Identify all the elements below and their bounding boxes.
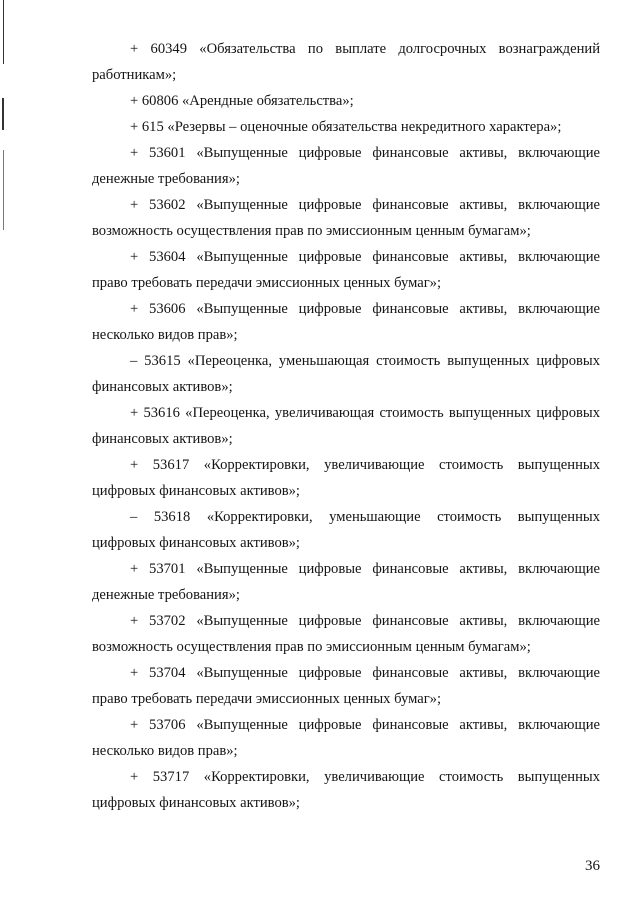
entry-line-1: + 53604 «Выпущенные цифровые финансовые активы, включающие [130,249,600,265]
entry-line-2: цифровых финансовых активов»; [92,483,300,499]
account-entry [92,192,600,244]
account-entry [92,712,600,764]
entry-line-1: – 53615 «Переоценка, уменьшающая стоимость выпущенных цифровых [130,353,600,369]
entry-line-2: право требовать передачи эмиссионных ценных бумаг»; [92,275,442,291]
account-entry [92,36,600,88]
entry-line-2: финансовых активов»; [92,379,233,395]
entry-line-2: денежные требования»; [92,171,240,187]
entry-line-2: несколько видов прав»; [92,743,238,759]
entry-line-2: несколько видов прав»; [92,327,238,343]
scan-edge-mark [3,0,4,64]
account-entry [92,348,600,400]
account-entry [92,400,600,452]
account-entry [92,764,600,816]
account-entry [92,140,600,192]
entry-line-2: денежные требования»; [92,587,240,603]
scan-edge-mark [3,150,4,230]
entry-line-1: + 53706 «Выпущенные цифровые финансовые активы, включающие [130,717,600,733]
entry-line-1: + 53616 «Переоценка, увеличивающая стоимость выпущенных цифровых [130,405,600,421]
account-entry [92,114,600,140]
entry-line-1: + 53617 «Корректировки, увеличивающие стоимость выпущенных [130,457,600,473]
entry-line-1: + 53717 «Корректировки, увеличивающие стоимость выпущенных [130,769,600,785]
entry-line-1: – 53618 «Корректировки, уменьшающие стоимость выпущенных [130,509,600,525]
account-entry [92,608,600,660]
account-entry [92,296,600,348]
account-entry [92,660,600,712]
account-entry [92,556,600,608]
entry-line-2: возможность осуществления прав по эмиссионным ценным бумагам»; [92,223,531,239]
entry-line-1: + 60806 «Арендные обязательства»; [130,93,354,109]
entry-line-1: + 53702 «Выпущенные цифровые финансовые активы, включающие [130,613,600,629]
scan-edge-mark [2,98,4,130]
account-entry [92,452,600,504]
entry-line-2: финансовых активов»; [92,431,233,447]
entry-line-1: + 615 «Резервы – оценочные обязательства некредитного характера»; [130,119,562,135]
entry-line-1: + 53701 «Выпущенные цифровые финансовые активы, включающие [130,561,600,577]
account-entry [92,244,600,296]
account-entry [92,88,600,114]
document-body [92,36,600,816]
entry-line-1: + 53602 «Выпущенные цифровые финансовые активы, включающие [130,197,600,213]
entry-line-1: + 53601 «Выпущенные цифровые финансовые активы, включающие [130,145,600,161]
account-entry [92,504,600,556]
entry-line-2: цифровых финансовых активов»; [92,795,300,811]
entry-line-2: работникам»; [92,67,177,83]
entry-line-2: право требовать передачи эмиссионных ценных бумаг»; [92,691,442,707]
entry-line-1: + 60349 «Обязательства по выплате долгосрочных вознаграждений [130,41,600,57]
page-number: 36 [585,858,600,874]
entry-line-2: цифровых финансовых активов»; [92,535,300,551]
entry-line-1: + 53606 «Выпущенные цифровые финансовые активы, включающие [130,301,600,317]
entry-line-1: + 53704 «Выпущенные цифровые финансовые активы, включающие [130,665,600,681]
entry-line-2: возможность осуществления прав по эмиссионным ценным бумагам»; [92,639,531,655]
